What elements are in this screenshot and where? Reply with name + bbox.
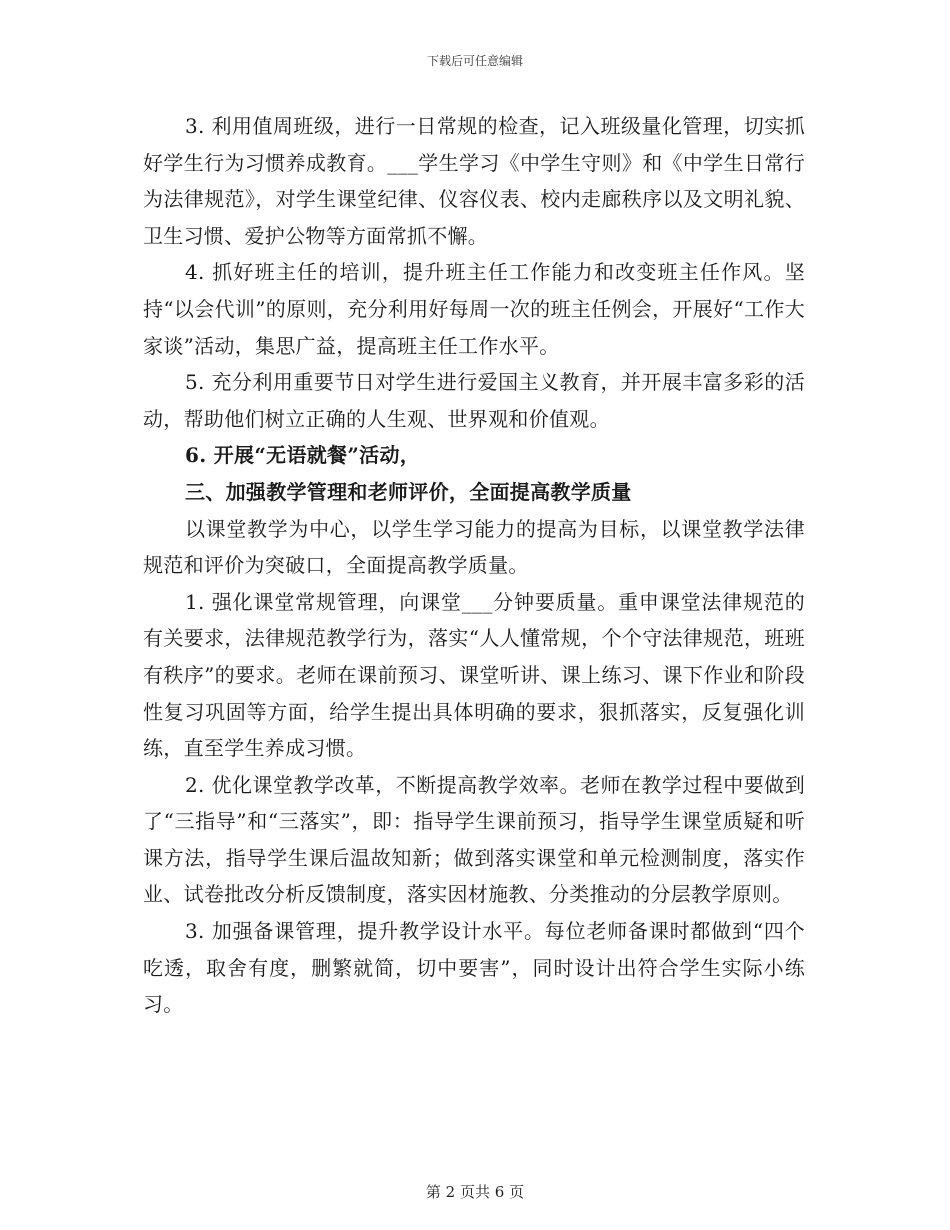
paragraph-item-6: 6. 开展“无语就餐”活动， <box>185 443 421 468</box>
section-heading: 三、加强教学管理和老师评价，全面提高教学质量 <box>185 479 632 504</box>
section-intro: 以课堂教学为中心，以学生学习能力的提高为目标，以课堂教学法律规范和评价为突破口，全面提高教学质量。 <box>143 516 805 578</box>
page-number: 第 2 页共 6 页 <box>425 1183 525 1201</box>
paragraph-item-5: 5. 充分利用重要节日对学生进行爱国主义教育，并开展丰富多彩的活动，帮助他们树立正确的人生观、世界观和价值观。 <box>143 370 805 431</box>
document-body <box>143 108 805 1023</box>
page-header: 下载后可任意编辑 <box>426 54 523 68</box>
paragraph-teaching-2: 2. 优化课堂教学改革，不断提高教学效率。老师在教学过程中要做到了“三指导”和“三落实”，即：指导学生课前预习，指导学生课堂质疑和听课方法，指导学生课后温故知新；做到落实课堂和单元检测制度，落实作业、试卷批改分析反馈制度，落实因材施教、分类推动的分层教学原则。 <box>143 772 805 907</box>
paragraph-teaching-1: 1. 强化课堂常规管理，向课堂___分钟要质量。重申课堂法律规范的有关要求，法律规范教学行为，落实“人人懂常规，个个守法律规范，班班有秩序”的要求。老师在课前预习、课堂听讲、课上练习、课下作业和阶段性复习巩固等方面，给学生提出具体明确的要求，狠抓落实，反复强化训练，直至学生养成习惯。 <box>143 589 805 761</box>
paragraph-item-4: 4. 抓好班主任的培训，提升班主任工作能力和改变班主任作风。坚持“以会代训”的原则，充分利用好每周一次的班主任例会，开展好“工作大家谈”活动，集思广益，提高班主任工作水平。 <box>143 260 805 358</box>
paragraph-item-3: 3. 利用值周班级，进行一日常规的检查，记入班级量化管理，切实抓好学生行为习惯养成教育。___学生学习《中学生守则》和《中学生日常行为法律规范》，对学生课堂纪律、仪容仪表、校内走廊秩序以及文明礼貌、卫生习惯、爱护公物等方面常抓不懈。 <box>143 114 805 248</box>
paragraph-teaching-3: 3. 加强备课管理，提升教学设计水平。每位老师备课时都做到“四个吃透，取舍有度，删繁就简，切中要害”，同时设计出符合学生实际小练习。 <box>143 919 805 1017</box>
